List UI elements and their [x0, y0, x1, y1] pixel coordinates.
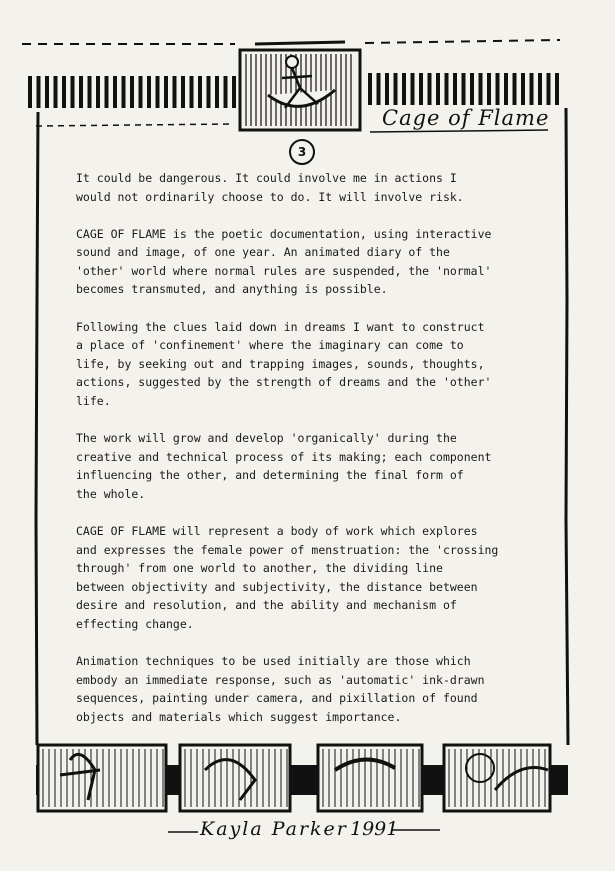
- stripe-left: [139, 76, 143, 108]
- stripe-right: [419, 73, 423, 105]
- stripe-left: [88, 76, 92, 108]
- stripe-left: [224, 76, 228, 108]
- stripe-left: [113, 76, 117, 108]
- stripe-right: [385, 73, 389, 105]
- paragraph-5: CAGE OF FLAME will represent a body of work which explores and expresses the female power of menstruation: the 'crossing through' from one world to another, the dividing line between objectivity and subjectivity, the distance between desire and resolution, and the ability and mechanism of effecting change.: [76, 523, 499, 631]
- stripe-left: [215, 76, 219, 108]
- stripe-right: [368, 73, 372, 105]
- stripe-right: [453, 73, 457, 105]
- stripe-right: [479, 73, 483, 105]
- left-border: [36, 112, 38, 745]
- paragraph-2: CAGE OF FLAME is the poetic documentation, using interactive sound and image, of one year. An animated diary of the 'other' world where normal rules are suspended, the 'normal' becomes transmuted, and anything is possible.: [76, 226, 492, 297]
- stripe-right: [538, 73, 542, 105]
- stripe-right: [530, 73, 534, 105]
- page-number: 3: [289, 139, 315, 165]
- stripe-right: [496, 73, 500, 105]
- stripe-left: [156, 76, 160, 108]
- paragraph-6: Animation techniques to be used initially are those which embody an immediate response, such as 'automatic' ink-drawn sequences, painting under camera, and pixillation of found objects and materials which suggest importance.: [76, 653, 485, 724]
- title-underline: [370, 130, 548, 132]
- top-solid-stroke: [255, 42, 345, 44]
- top-dash-right: [365, 40, 560, 43]
- signature-year: 1991: [350, 818, 399, 840]
- stripe-left: [181, 76, 185, 108]
- right-border: [566, 108, 568, 745]
- bottom-panel-3: [318, 745, 422, 811]
- stripe-right: [547, 73, 551, 105]
- stripe-right: [555, 73, 559, 105]
- stripe-left: [173, 76, 177, 108]
- stripe-right: [470, 73, 474, 105]
- stripe-right: [462, 73, 466, 105]
- stripe-left: [207, 76, 211, 108]
- mid-dash-left: [36, 124, 232, 126]
- stripe-right: [513, 73, 517, 105]
- stripe-right: [521, 73, 525, 105]
- stripe-left: [96, 76, 100, 108]
- stripe-right: [377, 73, 381, 105]
- stripe-left: [37, 76, 41, 108]
- stripe-right: [394, 73, 398, 105]
- stripe-left: [147, 76, 151, 108]
- stripe-left: [232, 76, 236, 108]
- stripe-right: [402, 73, 406, 105]
- stripe-left: [79, 76, 83, 108]
- paragraph-4: The work will grow and develop 'organically' during the creative and technical process of its making; each component influencing the other, and determining the final form of the whole.: [76, 431, 492, 501]
- stripe-left: [164, 76, 168, 108]
- figure-head: [286, 56, 298, 68]
- stripe-right: [504, 73, 508, 105]
- stripe-left: [105, 76, 109, 108]
- stripe-right: [436, 73, 440, 105]
- stripe-left: [54, 76, 58, 108]
- document-body: [76, 169, 556, 745]
- stripe-left: [190, 76, 194, 108]
- paragraph-1: It could be dangerous. It could involve me in actions I would not ordinarily choose to do. It will involve risk.: [76, 171, 464, 204]
- paragraph-3: Following the clues laid down in dreams I want to construct a place of 'confinement' where the imaginary can come to life, by seeking out and trapping images, sounds, thoughts, actions, suggested by the strength of dreams and the 'other' life.: [76, 319, 492, 408]
- bottom-panel-1: [38, 745, 166, 811]
- stripe-left: [198, 76, 202, 108]
- stripe-right: [428, 73, 432, 105]
- stripe-left: [45, 76, 49, 108]
- stripe-left: [130, 76, 134, 108]
- stripe-left: [28, 76, 32, 108]
- signature: Kayla Parker: [200, 818, 348, 840]
- stripe-left: [71, 76, 75, 108]
- stripe-right: [445, 73, 449, 105]
- stripe-left: [62, 76, 66, 108]
- stripe-right: [487, 73, 491, 105]
- stripe-right: [411, 73, 415, 105]
- stripe-left: [122, 76, 126, 108]
- handwritten-title: Cage of Flame: [382, 106, 550, 130]
